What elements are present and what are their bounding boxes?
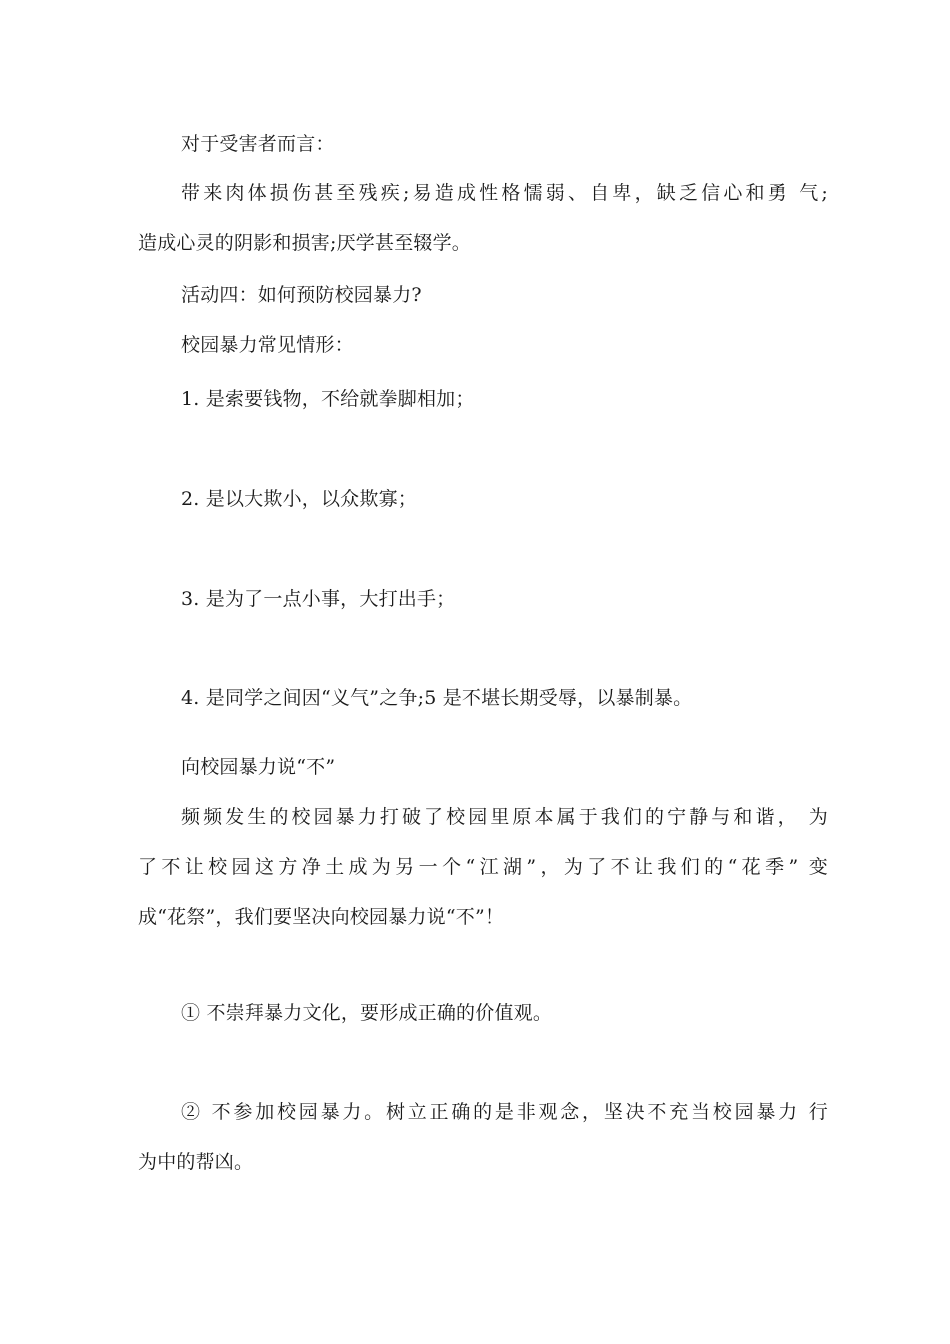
say-no-paragraph-line1: 频频发生的校园暴力打破了校园里原本属于我们的宁静与和谐， 为 — [181, 806, 828, 828]
paragraph-victim-effects-line2: 造成心灵的阴影和损害;厌学甚至辍学。 — [138, 232, 472, 254]
list-item-2: 2. 是以大欺小，以众欺寡； — [181, 488, 417, 510]
list-item-4-5: 4. 是同学之间因“义气”之争;5 是不堪长期受辱，以暴制暴。 — [181, 687, 693, 709]
say-no-paragraph-line3: 成“花祭”，我们要坚决向校园暴力说“不”！ — [138, 906, 505, 928]
point-2-line1: ② 不参加校园暴力。树立正确的是非观念，坚决不充当校园暴力 行 — [181, 1101, 828, 1123]
common-situations-heading: 校园暴力常见情形： — [181, 334, 354, 356]
point-1: ① 不崇拜暴力文化，要形成正确的价值观。 — [181, 1002, 553, 1024]
list-item-1: 1. 是索要钱物，不给就拳脚相加； — [181, 388, 475, 410]
activity-four-heading: 活动四：如何预防校园暴力? — [181, 284, 422, 306]
paragraph-victim-heading: 对于受害者而言： — [181, 133, 335, 155]
list-item-3: 3. 是为了一点小事，大打出手； — [181, 588, 456, 610]
say-no-paragraph-line2: 了不让校园这方净土成为另一个“江湖”，为了不让我们的“花季” 变 — [138, 856, 828, 878]
point-2-line2: 为中的帮凶。 — [138, 1151, 254, 1173]
paragraph-victim-effects-line1: 带来肉体损伤甚至残疾;易造成性格懦弱、自卑，缺乏信心和勇 气; — [181, 182, 828, 204]
say-no-heading: 向校园暴力说“不” — [181, 756, 336, 778]
